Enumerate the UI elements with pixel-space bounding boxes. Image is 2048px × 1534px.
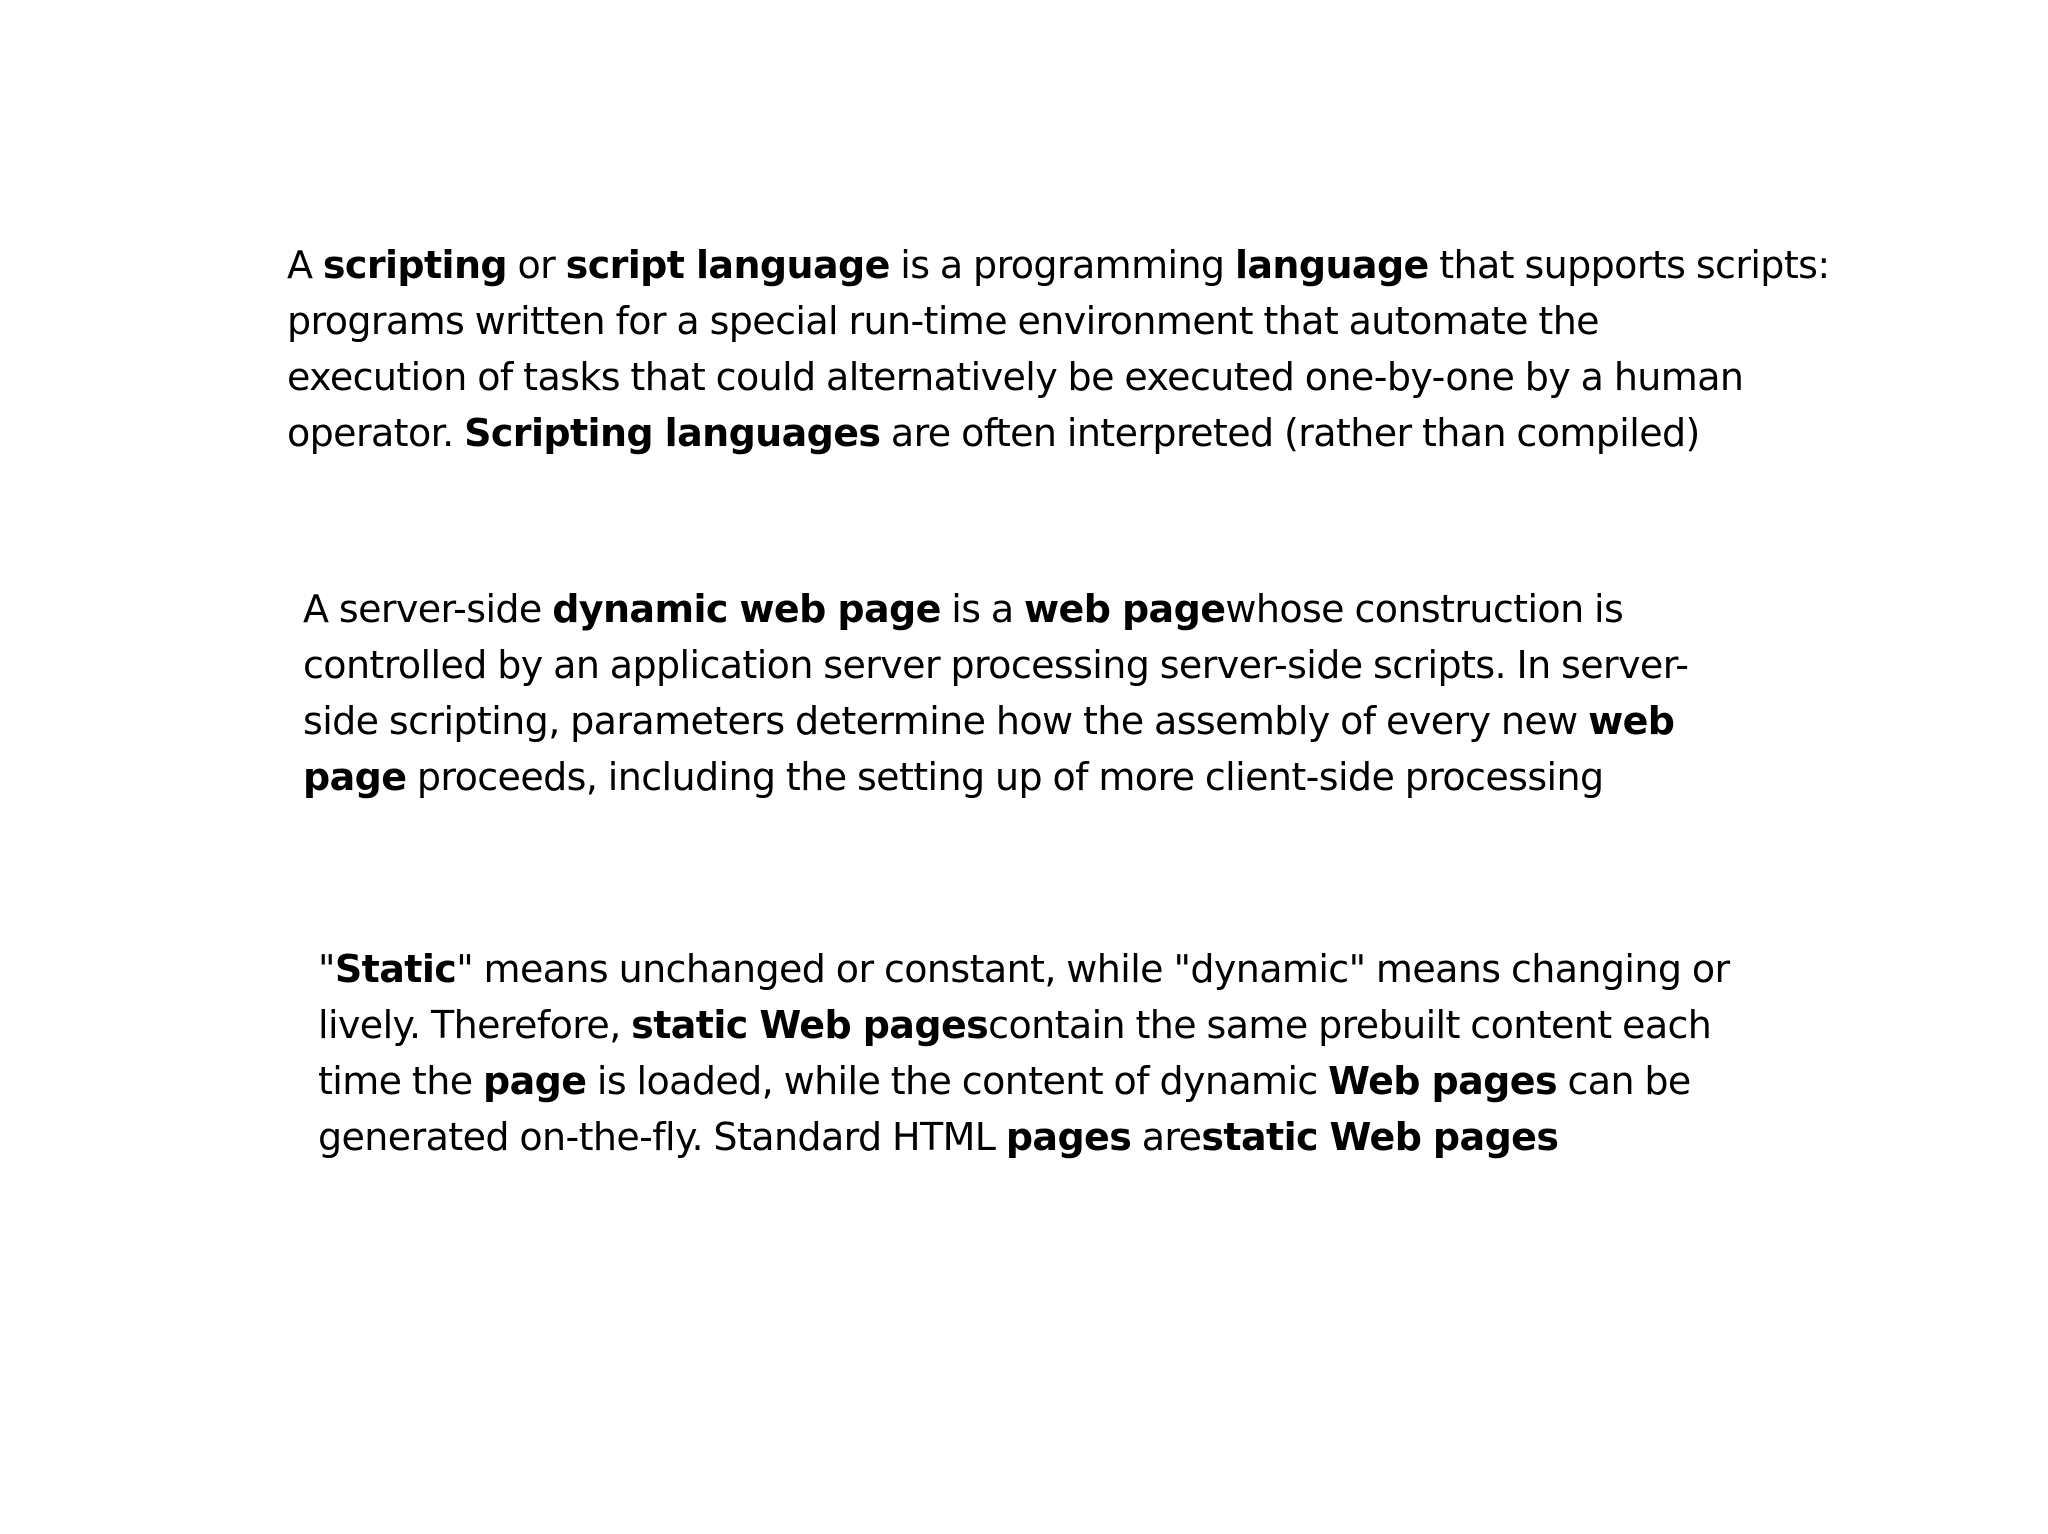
text-run: proceeds, including the setting up of more client-side processing: [406, 755, 1604, 799]
bold-term: script language: [565, 243, 890, 287]
text-run: whose construction is: [1225, 587, 1624, 631]
text-run: are: [1131, 1115, 1202, 1159]
paragraph-dynamic-web-page: [303, 581, 1688, 805]
bold-term: Scripting languages: [464, 411, 881, 455]
text-line: [318, 941, 1730, 997]
text-line: [318, 1109, 1730, 1165]
text-run: controlled by an application server processing server-side scripts. In server-: [303, 643, 1689, 687]
text-run: side scripting, parameters determine how the assembly of every new: [303, 699, 1589, 743]
text-run: can be: [1556, 1059, 1691, 1103]
text-run: programs written for a special run-time environment that automate the: [287, 299, 1599, 343]
text-run: contain the same prebuilt content each: [988, 1003, 1712, 1047]
text-line: [287, 237, 1830, 293]
text-run: are often interpreted (rather than compiled): [880, 411, 1700, 455]
text-run: lively. Therefore,: [318, 1003, 632, 1047]
paragraph-static-web-pages: [318, 941, 1730, 1165]
text-run: is loaded, while the content of dynamic: [586, 1059, 1329, 1103]
bold-term: static Web pages: [631, 1003, 989, 1047]
text-line: [303, 581, 1688, 637]
bold-term: static Web pages: [1201, 1115, 1559, 1159]
text-line: [303, 637, 1688, 693]
bold-term: Web pages: [1328, 1059, 1557, 1103]
bold-term: Static: [334, 947, 457, 991]
text-run: is a programming: [889, 243, 1235, 287]
bold-term: scripting: [322, 243, 508, 287]
text-line: [287, 349, 1830, 405]
bold-term: page: [482, 1059, 587, 1103]
text-line: [303, 749, 1688, 805]
text-run: ": [318, 947, 335, 991]
text-run: operator.: [287, 411, 465, 455]
text-line: [287, 405, 1830, 461]
bold-term: web: [1588, 699, 1675, 743]
text-line: [318, 997, 1730, 1053]
text-run: is a: [940, 587, 1025, 631]
text-line: [303, 693, 1688, 749]
text-line: [287, 293, 1830, 349]
text-run: time the: [318, 1059, 483, 1103]
bold-term: language: [1234, 243, 1429, 287]
bold-term: pages: [1005, 1115, 1132, 1159]
text-run: that supports scripts:: [1428, 243, 1830, 287]
text-run: A: [287, 243, 323, 287]
paragraph-scripting-language: [287, 237, 1830, 461]
bold-term: web page: [1024, 587, 1226, 631]
bold-term: dynamic web page: [552, 587, 941, 631]
text-run: " means unchanged or constant, while "dynamic" means changing or: [456, 947, 1730, 991]
text-run: execution of tasks that could alternatively be executed one-by-one by a human: [287, 355, 1744, 399]
text-run: A server-side: [303, 587, 553, 631]
text-run: generated on-the-fly. Standard HTML: [318, 1115, 1006, 1159]
bold-term: page: [303, 755, 407, 799]
text-line: [318, 1053, 1730, 1109]
text-run: or: [507, 243, 566, 287]
